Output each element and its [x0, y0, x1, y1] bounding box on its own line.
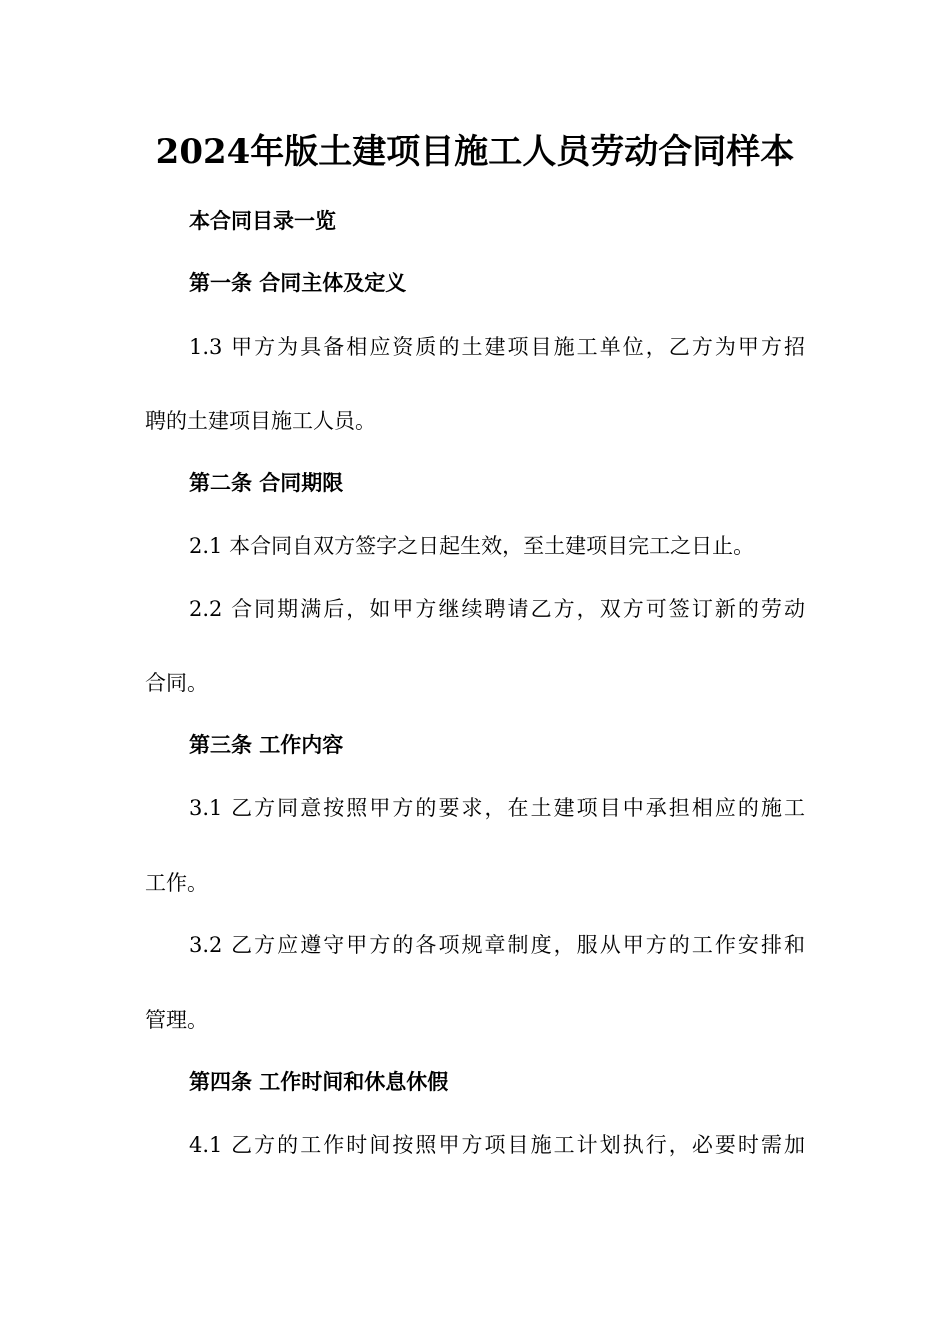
- article-3-heading: 第三条 工作内容: [189, 733, 344, 757]
- clause-1-3-line-1: 1.3 甲方为具备相应资质的土建项目施工单位，乙方为甲方招: [189, 335, 805, 359]
- clause-4-1-line-1: 4.1 乙方的工作时间按照甲方项目施工计划执行，必要时需加: [189, 1133, 805, 1157]
- article-4-heading: 第四条 工作时间和休息休假: [189, 1070, 449, 1094]
- clause-3-2-line-1: 3.2 乙方应遵守甲方的各项规章制度，服从甲方的工作安排和: [189, 933, 805, 957]
- article-1-heading: 第一条 合同主体及定义: [189, 271, 407, 295]
- clause-3-1-line-1: 3.1 乙方同意按照甲方的要求，在土建项目中承担相应的施工: [189, 796, 805, 820]
- clause-1-3-line-2: 聘的土建项目施工人员。: [145, 409, 376, 433]
- clause-3-1-line-2: 工作。: [145, 871, 208, 895]
- article-2-heading: 第二条 合同期限: [189, 471, 344, 495]
- toc-heading: 本合同目录一览: [189, 209, 336, 233]
- clause-3-2-line-2: 管理。: [145, 1008, 208, 1032]
- clause-2-1: 2.1 本合同自双方签字之日起生效，至土建项目完工之日止。: [189, 534, 755, 558]
- clause-2-2-line-2: 合同。: [145, 671, 208, 695]
- clause-2-2-line-1: 2.2 合同期满后，如甲方继续聘请乙方，双方可签订新的劳动: [189, 597, 805, 621]
- document-title: 2024年版土建项目施工人员劳动合同样本: [155, 132, 795, 172]
